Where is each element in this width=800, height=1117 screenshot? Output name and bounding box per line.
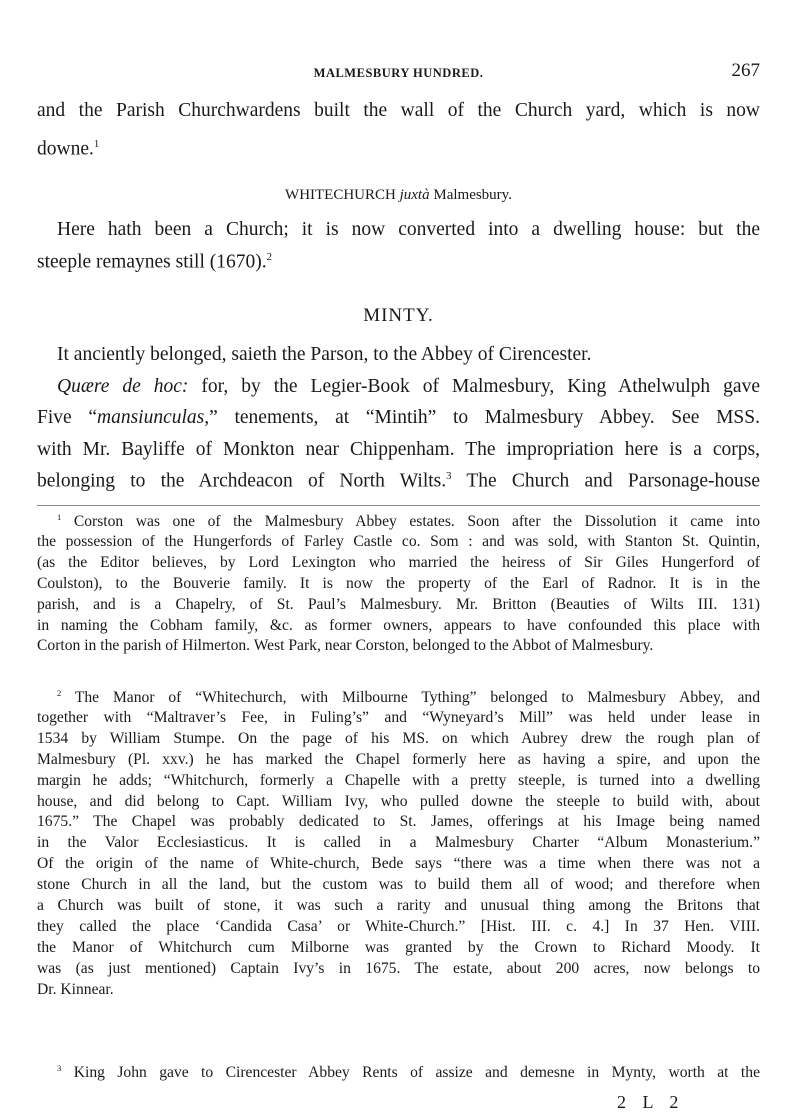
footnote-2-line <box>37 960 760 978</box>
footnote-2-line <box>37 751 760 769</box>
heading-italic: juxtà <box>399 187 430 203</box>
body-line <box>37 407 760 429</box>
text: steeple remaynes still (1670). <box>37 251 267 273</box>
footnote-text: in naming the Cobham family, &c. as former owners, appears to have confounded this place with <box>37 616 760 634</box>
text: ” tenements, at “Mintih” to Malmesbury Abbey. See MSS. <box>209 407 761 428</box>
section-heading-minty: MINTY. <box>363 305 434 326</box>
footnote-text: they called the place ‘Candida Casa’ or White-Church.” [Hist. III. c. 4.] In 37 Hen. VIII. <box>37 917 760 935</box>
text: for, by the Legier-Book of Malmesbury, King Athelwulph gave <box>188 376 760 397</box>
italic-text: Quære de hoc: <box>57 376 189 397</box>
footnote-text: was (as just mentioned) Captain Ivy’s in 1675. The estate, about 200 acres, now belongs to <box>37 959 760 977</box>
footnote-2-line <box>37 918 760 936</box>
footnote-text: 1675.” The Chapel was probably dedicated to St. James, offerings at his Image being named <box>37 813 760 831</box>
footnote-1-line <box>37 596 760 614</box>
heading-text: Malmesbury. <box>433 187 512 203</box>
text: belonging to the Archdeacon of North Wilts. <box>37 470 447 492</box>
footnote-3-line <box>57 1063 760 1082</box>
signature-mark: 2 L 2 <box>617 1092 685 1112</box>
footnote-text: Coulston), to the Bouverie family. It is now the property of the Earl of Radnor. It is in the <box>37 574 760 592</box>
footnote-ref: 1 <box>93 138 100 150</box>
footnote-mark: 3 <box>57 1063 62 1073</box>
body-line: and the Parish Churchwardens built the wall of the Church yard, which is now <box>37 100 760 121</box>
body-line <box>37 470 760 493</box>
footnote-2-line <box>57 688 760 707</box>
text: downe. <box>37 138 94 160</box>
footnote-rule <box>37 505 760 506</box>
footnote-2-line <box>37 981 760 999</box>
footnote-text: margin he adds; “Whitchurch, formerly a Chapelle with a pretty steeple, is turned into a dwelling <box>37 771 760 789</box>
running-title: MALMESBURY HUNDRED. <box>313 66 484 80</box>
footnote-text: King John gave to Cirencester Abbey Rents of assize and demesne in Mynty, worth at the <box>73 1064 760 1082</box>
footnote-1-line <box>37 575 760 593</box>
footnote-mark: 1 <box>57 512 62 522</box>
footnote-2-line <box>37 730 760 748</box>
footnote-text: Corston was one of the Malmesbury Abbey estates. Soon after the Dissolution it came into <box>73 513 760 531</box>
footnote-2-line <box>37 855 760 873</box>
body-line: Here hath been a Church; it is now converted into a dwelling house: but the <box>57 219 760 240</box>
footnote-text: the Manor of Whitchurch cum Milborne was granted by the Crown to Richard Moody. It <box>37 938 760 956</box>
text: Five “ <box>37 407 98 428</box>
footnote-text: 1534 by William Stumpe. On the page of his MS. on which Aubrey drew the rough plan of <box>37 729 760 747</box>
footnote-text: Dr. Kinnear. <box>37 980 114 998</box>
footnote-text: stone Church in all the land, but the custom was to build them all of wood; and therefore when <box>37 876 760 894</box>
body-line: It anciently belonged, saieth the Parson, to the Abbey of Cirencester. <box>57 344 592 365</box>
page-number: 267 <box>731 60 760 81</box>
footnote-mark: 2 <box>57 688 62 698</box>
text: The Church and Parsonage-house <box>451 470 761 492</box>
footnote-2-line <box>37 772 760 790</box>
footnote-2-line <box>37 813 760 831</box>
footnote-1-line <box>37 617 760 635</box>
footnote-2-line <box>37 876 760 894</box>
footnote-2-line <box>37 897 760 915</box>
footnote-text: a Church was built of stone, it was such a rarity and unusual thing among the Britons that <box>37 897 760 914</box>
footnote-2-line <box>37 834 760 852</box>
footnote-text: Of the origin of the name of White-church, Bede says “there was a time when there was not a <box>37 855 760 873</box>
footnote-ref: 3 <box>446 470 452 482</box>
footnote-1-line <box>37 533 760 551</box>
footnote-text: (as the Editor believes, by Lord Lexington who married the heiress of Sir Giles Hungerford of <box>37 553 760 571</box>
body-line: with Mr. Bayliffe of Monkton near Chippenham. The impropriation here is a corps, <box>37 439 760 460</box>
body-line <box>37 251 760 274</box>
footnote-ref: 2 <box>266 251 272 263</box>
footnote-text: Malmesbury (Pl. xxv.) he has marked the Chapel formerly here as having a spire, and upon the <box>37 750 760 768</box>
footnote-text: parish, and is a Chapelry, of St. Paul’s Malmesbury. Mr. Britton (Beauties of Wilts III. 131) <box>37 595 760 613</box>
body-line <box>37 138 760 161</box>
footnote-text: The Manor of “Whitechurch, with Milbourne Tything” belonged to Malmesbury Abbey, and <box>74 689 760 707</box>
body-line <box>57 376 760 398</box>
running-header <box>37 60 760 84</box>
footnote-2-line <box>37 793 760 811</box>
footnote-text: in the Valor Ecclesiasticus. It is called in a Malmesbury Charter “Album Monasterium.” <box>37 834 760 852</box>
footnote-1-line <box>37 637 760 655</box>
footnote-text: house, and did belong to Capt. William Ivy, who pulled downe the steeple to build with, about <box>37 792 760 810</box>
footnote-2-line <box>37 939 760 957</box>
footnote-2-line <box>37 709 760 727</box>
italic-text: mansiunculas, <box>97 407 210 428</box>
heading-text: WHITECHURCH <box>285 187 396 203</box>
footnote-text: Corton in the parish of Hilmerton. West Park, near Corston, belonged to the Abbot of Malmesbury. <box>37 637 654 655</box>
footnote-text: the possession of the Hungerfords of Farley Castle co. Som : and was sold, with Stanton St. Quintin, <box>37 532 760 550</box>
footnote-1-line <box>37 554 760 572</box>
section-heading-whitechurch <box>37 187 760 204</box>
footnote-text: together with “Maltraver’s Fee, in Fuling’s” and “Wyneyard’s Mill” was held under lease in <box>37 708 760 726</box>
footnote-1-line <box>57 512 760 531</box>
